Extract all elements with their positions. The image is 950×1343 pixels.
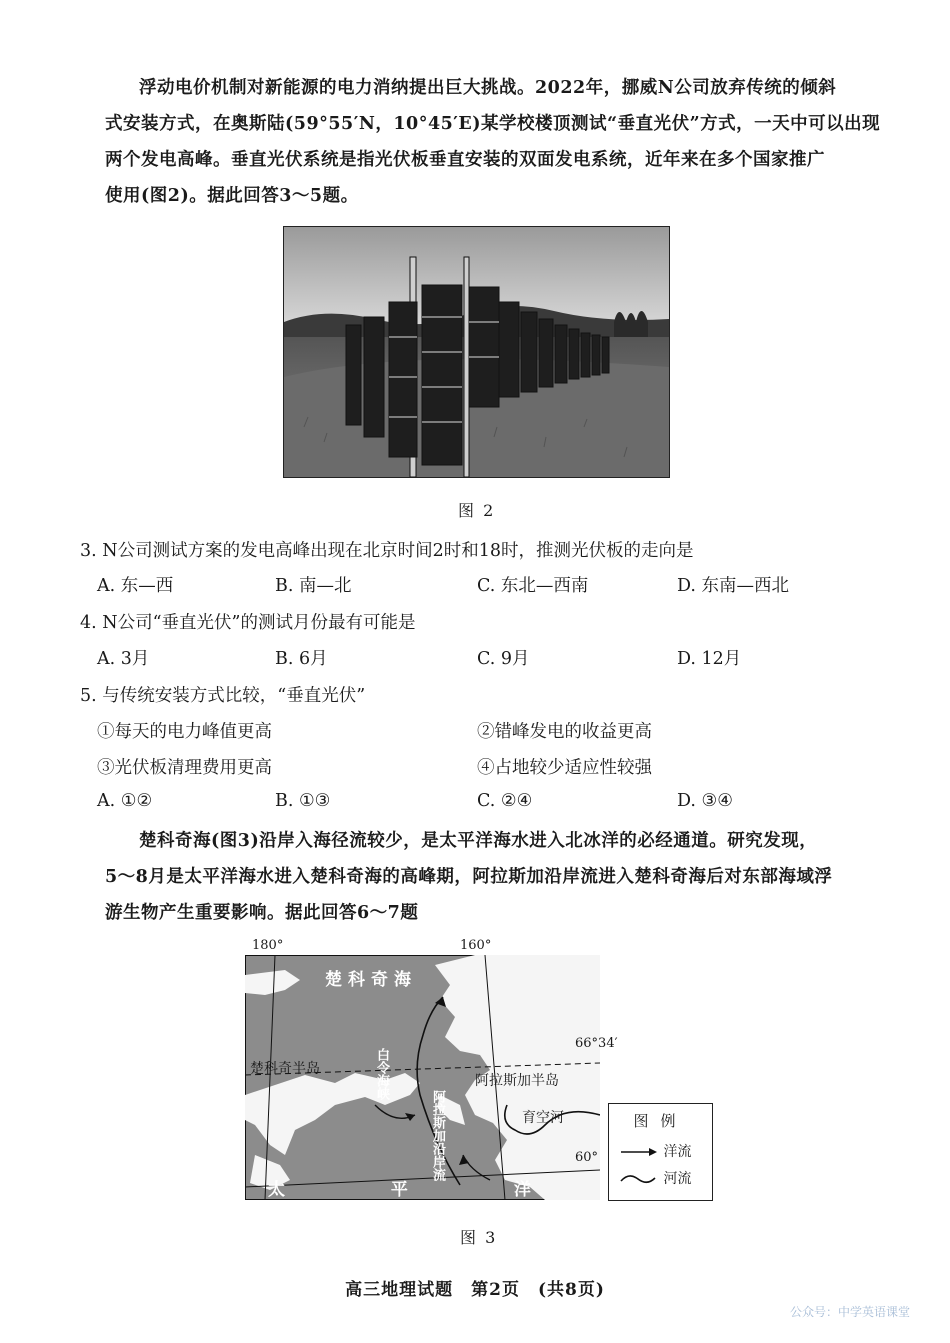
q5-option-a: A. ①②: [97, 791, 153, 811]
intro1-line1: 浮动电价机制对新能源的电力消纳提出巨大挑战。2022年，挪威N公司放弃传统的倾斜: [139, 78, 837, 98]
intro2-line2: 5～8月是太平洋海水进入楚科奇海的高峰期，阿拉斯加沿岸流进入楚科奇海后对东部海域浮: [105, 867, 833, 887]
figure-2-caption: 图 2: [458, 501, 496, 520]
q3-option-c: C. 东北—西南: [477, 576, 589, 596]
map-label-arctic-circle: 66°34′: [575, 1036, 618, 1051]
legend-title: 图例: [633, 1112, 688, 1130]
q3-option-a: A. 东—西: [97, 576, 174, 596]
intro2-line1: 楚科奇海(图3)沿岸入海径流较少，是太平洋海水进入北冰洋的必经通道。研究发现，: [139, 831, 818, 851]
legend-current-row: [619, 1141, 691, 1161]
q4-option-d: D. 12月: [677, 649, 742, 669]
q5-item-1: ①每天的电力峰值更高: [97, 722, 272, 742]
legend-current-label: 洋流: [663, 1144, 692, 1160]
q4-option-b: B. 6月: [275, 649, 328, 669]
q3-stem: 3. N公司测试方案的发电高峰出现在北京时间2时和18时，推测光伏板的走向是: [80, 541, 694, 561]
map-label-lat-60: 60°: [575, 1150, 599, 1165]
map-label-bering-strait: 白令海峡: [374, 1048, 389, 1100]
q5-option-d: D. ③④: [677, 791, 733, 811]
intro1-line3: 两个发电高峰。垂直光伏系统是指光伏板垂直安装的双面发电系统，近年来在多个国家推广: [105, 150, 825, 170]
map-label-chukchi-sea: 楚科奇海: [325, 970, 417, 990]
q5-item-4: ④占地较少适应性较强: [477, 758, 652, 778]
map-label-chukchi-peninsula: 楚科奇半岛: [250, 1061, 320, 1077]
map-label-alaska-peninsula: 阿拉斯加半岛: [475, 1073, 559, 1089]
q5-option-b: B. ①③: [275, 791, 331, 811]
q5-option-c: C. ②④: [477, 791, 533, 811]
q3-option-b: B. 南—北: [275, 576, 352, 596]
map-label-yukon-river: 育空河: [522, 1110, 564, 1126]
intro1-line2: 式安装方式，在奥斯陆(59°55′N，10°45′E)某学校楼顶测试“垂直光伏”方式，一天中可以出现: [105, 114, 881, 134]
arrow-icon: [619, 1144, 663, 1160]
figure-3-caption: 图 3: [460, 1228, 498, 1247]
q4-stem: 4. N公司“垂直光伏”的测试月份最有可能是: [80, 613, 416, 633]
map-legend: [608, 1103, 713, 1201]
q5-stem: 5. 与传统安装方式比较，“垂直光伏”: [80, 686, 366, 706]
map-lon-180: 180°: [252, 938, 284, 953]
legend-river-label: 河流: [663, 1171, 692, 1187]
intro2-line3: 游生物产生重要影响。据此回答6～7题: [105, 903, 419, 923]
legend-river-row: [619, 1168, 691, 1188]
map-lon-160: 160°: [460, 938, 492, 953]
q4-option-c: C. 9月: [477, 649, 530, 669]
q3-option-d: D. 东南—西北: [677, 576, 790, 596]
vertical-pv-photo: [283, 226, 670, 478]
intro1-line4: 使用(图2)。据此回答3～5题。: [105, 186, 359, 206]
river-line-icon: [619, 1171, 663, 1187]
q5-item-2: ②错峰发电的收益更高: [477, 722, 652, 742]
map-label-pacific-ocean: 太 平 洋: [268, 1180, 581, 1200]
watermark: 公众号：中学英语课堂: [789, 1305, 910, 1319]
page-footer: 高三地理试题 第2页 (共8页): [345, 1280, 605, 1300]
map-label-alaska-coastal-current: 阿拉斯加沿岸流: [430, 1090, 445, 1181]
q5-item-3: ③光伏板清理费用更高: [97, 758, 272, 778]
q4-option-a: A. 3月: [97, 649, 150, 669]
